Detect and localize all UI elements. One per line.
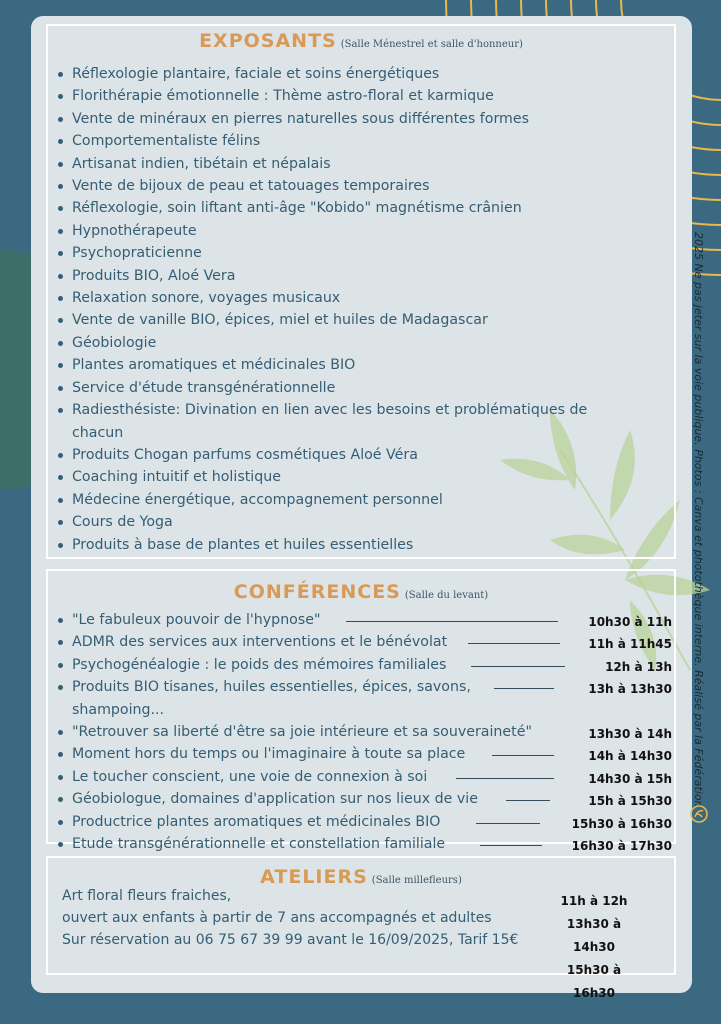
ateliers-times (546, 890, 642, 1005)
list-item: Produits à base de plantes et huiles essentielles (48, 534, 674, 556)
list-item: Vente de bijoux de peau et tatouages temporaires (48, 175, 674, 197)
conference-title: Géobiologue, domaines d'application sur nos lieux de vie (72, 791, 478, 808)
ateliers-time: 15h30 à 16h30 (566, 963, 622, 1000)
conference-time: 13h à 13h30 (588, 682, 672, 697)
conference-item (48, 766, 672, 788)
exposants-heading (48, 30, 674, 52)
vertical-legal-note: 2025 Ne pas jeter sur la voie publique. Photos : Canva et photothèque interne. Réalisé par la Fédération (692, 232, 705, 808)
list-item: Cours de Yoga (48, 511, 674, 533)
conference-title: "Le fabuleux pouvoir de l'hypnose" (72, 612, 321, 628)
conference-time: 14h à 14h30 (588, 749, 672, 764)
list-item: Relaxation sonore, voyages musicaux (48, 287, 674, 309)
list-item: Réflexologie, soin liftant anti-âge "Kobido" magnétisme crânien (48, 197, 674, 219)
list-item: Produits BIO, Aloé Vera (48, 265, 674, 287)
ateliers-description (62, 885, 518, 951)
conference-item (48, 833, 672, 855)
conference-title: Psychogénéalogie : le poids des mémoires familiales (72, 656, 447, 673)
conferences-subtitle: (Salle du levant) (404, 590, 489, 601)
conference-time: 14h30 à 15h (588, 771, 672, 786)
conference-item (48, 654, 672, 676)
list-item: Géobiologie (48, 332, 674, 354)
conference-time: 12h à 13h (605, 659, 672, 674)
conference-time: 16h30 à 17h30 (571, 839, 672, 854)
list-item: Radiesthésiste: Divination en lien avec les besoins et problématiques de chacun (48, 399, 632, 444)
list-item: Vente de vanille BIO, épices, miel et huiles de Madagascar (48, 309, 674, 331)
ateliers-time: 13h30 à 14h30 (566, 917, 622, 954)
list-item: Produits Chogan parfums cosmétiques Aloé Véra (48, 444, 674, 466)
conference-title: "Retrouver sa liberté d'être sa joie intérieure et sa souveraineté" (72, 724, 532, 741)
list-item: Florithérapie émotionnelle : Thème astro-floral et karmique (48, 85, 674, 107)
conference-title: Le toucher conscient, une voie de connexion à soi (72, 768, 428, 785)
ateliers-line: ouvert aux enfants à partir de 7 ans accompagnés et adultes (62, 910, 492, 926)
ateliers-line: Sur réservation au 06 75 67 39 99 avant le 16/09/2025, Tarif 15€ (62, 932, 519, 948)
conference-title: Productrice plantes aromatiques et médicinales BIO (72, 813, 441, 830)
conference-time: 10h30 à 11h (588, 615, 672, 629)
conferences-panel (46, 569, 676, 854)
conferences-list (48, 609, 674, 855)
ateliers-subtitle: (Salle millefleurs) (371, 875, 462, 886)
list-item: Artisanat indien, tibétain et népalais (48, 153, 674, 175)
conference-time: 11h à 11h45 (588, 637, 672, 652)
list-item: Comportementaliste félins (48, 130, 674, 152)
conference-title: Produits BIO tisanes, huiles essentielles, épices, savons, (72, 679, 471, 696)
ateliers-time: 11h à 12h (560, 894, 628, 908)
conference-item (48, 811, 672, 833)
conference-title: ADMR des services aux interventions et le bénévolat (72, 634, 448, 651)
conference-time: 13h30 à 14h (588, 727, 672, 742)
conference-time: 15h30 à 16h30 (571, 816, 672, 831)
ateliers-title: ATELIERS (260, 866, 368, 888)
federation-logo-icon (690, 805, 708, 823)
conference-item (48, 743, 672, 765)
conference-item (48, 676, 672, 721)
exposants-subtitle: (Salle Ménestrel et salle d'honneur) (340, 39, 523, 50)
list-item: Réflexologie plantaire, faciale et soins énergétiques (48, 63, 674, 85)
conference-item (48, 721, 672, 743)
exposants-list (48, 63, 674, 556)
conference-title: Etude transgénérationnelle et constellation familiale (72, 836, 446, 853)
list-item: Plantes aromatiques et médicinales BIO (48, 354, 674, 376)
list-item: Psychopraticienne (48, 242, 674, 264)
conferences-title: CONFÉRENCES (233, 581, 401, 603)
conferences-heading (48, 581, 674, 603)
exposants-panel (46, 24, 676, 559)
list-item: Hypnothérapeute (48, 220, 674, 242)
conference-time: 15h à 15h30 (588, 794, 672, 809)
conference-title-continued: shampoing... (72, 701, 165, 718)
conference-item (48, 788, 672, 810)
exposants-title: EXPOSANTS (199, 30, 337, 52)
list-item: Coaching intuitif et holistique (48, 466, 674, 488)
conference-item (48, 609, 672, 631)
ateliers-line: Art floral fleurs fraiches, (62, 888, 232, 904)
list-item: Service d'étude transgénérationnelle (48, 377, 674, 399)
list-item: Vente de minéraux en pierres naturelles sous différentes formes (48, 108, 674, 130)
conference-item (48, 631, 672, 653)
conference-title: Moment hors du temps ou l'imaginaire à toute sa place (72, 746, 466, 763)
list-item: Médecine énergétique, accompagnement personnel (48, 489, 674, 511)
